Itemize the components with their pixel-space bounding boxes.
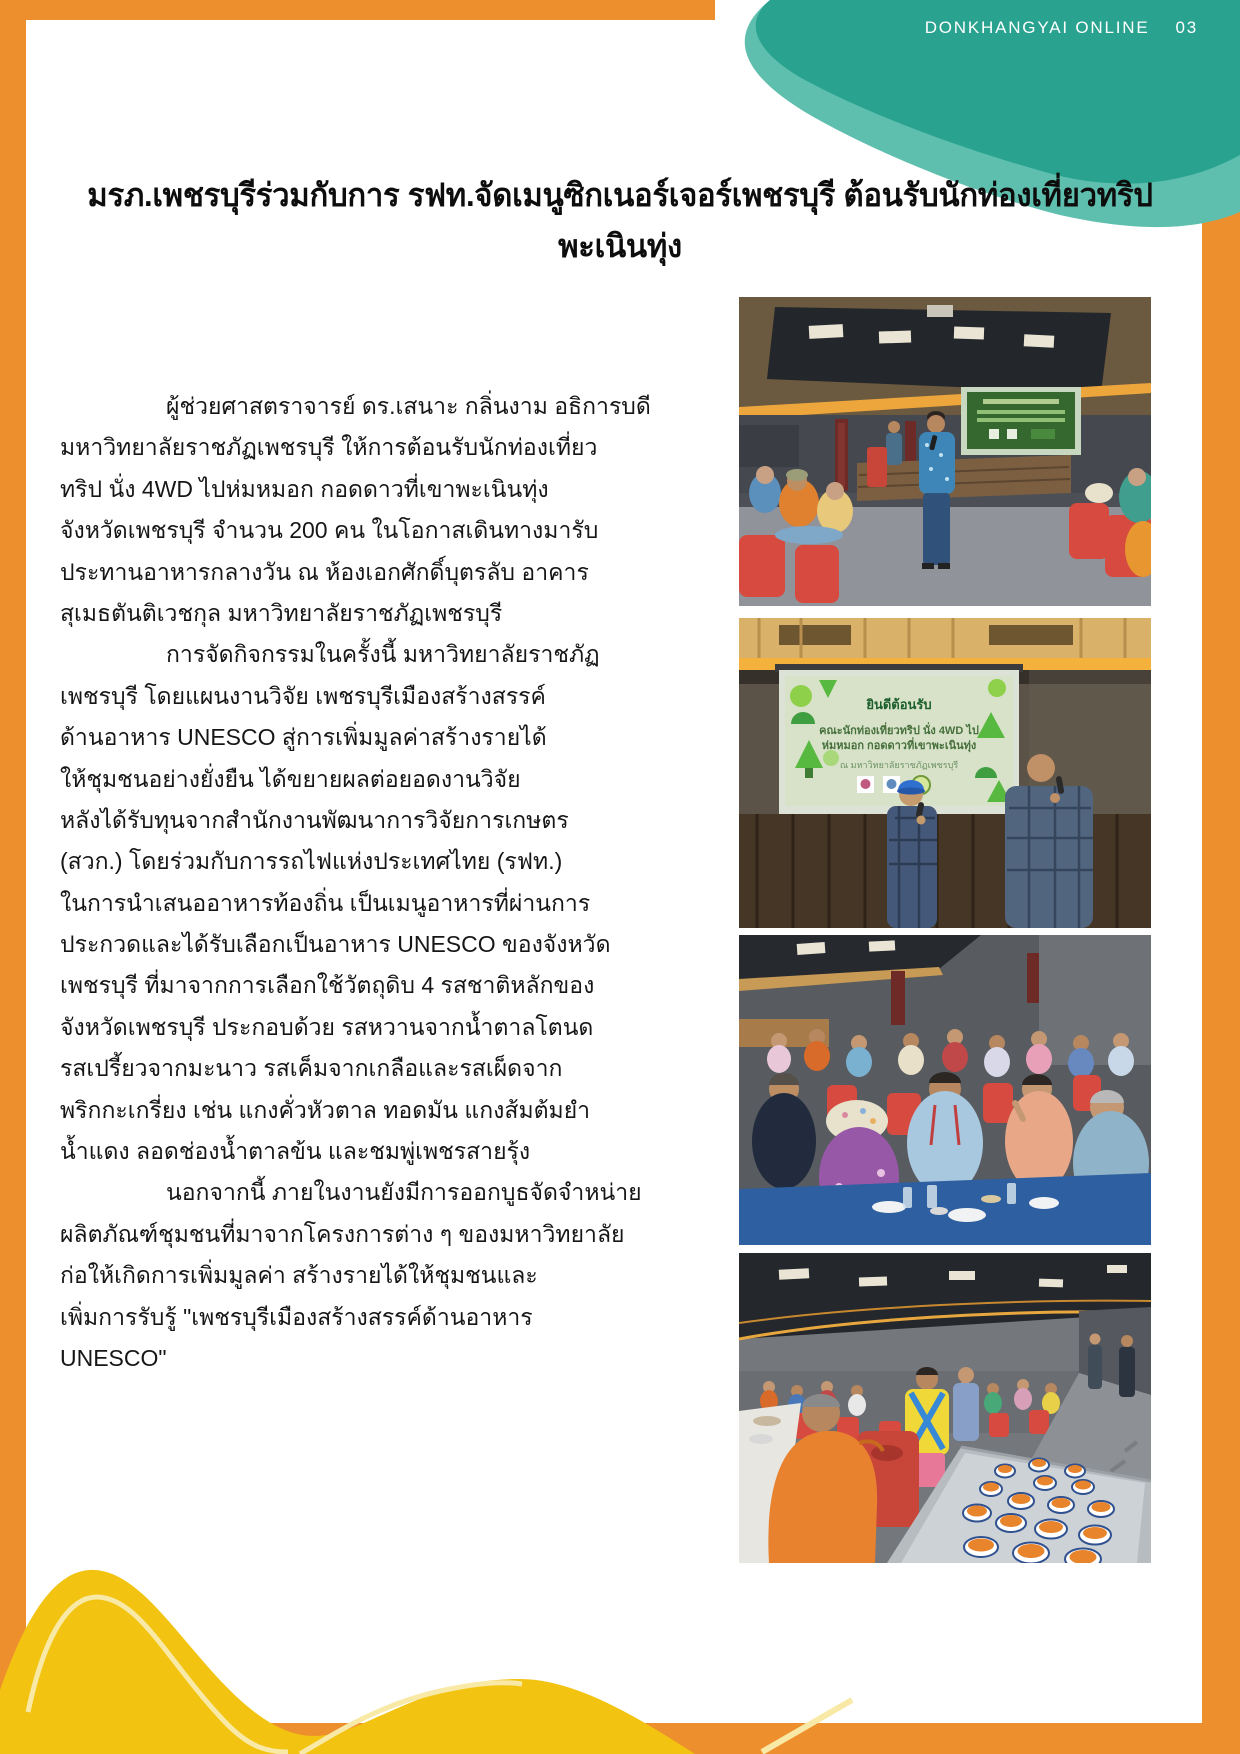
body-line: (สวก.) โดยร่วมกับการรถไฟแห่งประเทศไทย (รฟท.) [60,848,563,875]
brand-text: DONKHANGYAI ONLINE [924,18,1150,37]
photo-3-scene [739,935,1151,1245]
body-line: ให้ชุมชนอย่างยั่งยืน ได้ขยายผลต่อยอดงานวิจัย [60,765,521,792]
body-line: มหาวิทยาลัยราชภัฏเพชรบุรี ให้การต้อนรับนักท่องเที่ยว [60,434,598,461]
body-line: ประทานอาหารกลางวัน ณ ห้องเอกศักดิ์บุตรลับ อาคาร [60,558,589,585]
photo-conference-hall-speaker [739,297,1151,606]
body-line: ก่อให้เกิดการเพิ่มมูลค่า สร้างรายได้ให้ชุมชนและ [60,1262,538,1289]
body-line: พริกกะเกรี่ยง เช่น แกงคั่วหัวตาล ทอดมัน แกงส้มต้มยำ [60,1096,591,1123]
slide-line: คณะนักท่องเที่ยวทริป นั่ง 4WD ไป [819,725,979,737]
body-line: น้ำแดง ลอดช่องน้ำตาลข้น และชมพู่เพชรสายรุ้ง [60,1138,531,1165]
article-title: มรภ.เพชรบุรีร่วมกับการ รฟท.จัดเมนูซิกเนอร์เจอร์เพชรบุรี ต้อนรับนักท่องเที่ยวทริปพะเนินทุ่ง [87,177,1153,264]
body-line: ทริป นั่ง 4WD ไปห่มหมอก กอดดาวที่เขาพะเนินทุ่ง [60,475,549,502]
body-line: เพชรบุรี ที่มาจากการเลือกใช้วัตถุดิบ 4 รสชาติหลักของ [60,972,595,999]
bottom-wave-decoration [0,1400,1240,1754]
masthead [925,18,1198,38]
slide-line: ห่มหมอก กอดดาวที่เขาพะเนินทุ่ง [821,740,977,752]
body-line: หลังได้รับทุนจากสำนักงานพัฒนาการวิจัยการเกษตร [60,806,569,833]
speaker-man [919,411,955,569]
body-line: เพชรบุรี โดยแผนงานวิจัย เพชรบุรีเมืองสร้างสรรค์ [60,682,546,709]
photo-2-scene [739,618,1151,928]
photo-1-scene [739,297,1151,606]
body-line: ในการนำเสนออาหารท้องถิ่น เป็นเมนูอาหารที่ผ่านการ [60,889,591,916]
body-line: เพิ่มการรับรู้ "เพชรบุรีเมืองสร้างสรรค์ด้านอาหาร [60,1303,533,1330]
body-line: จังหวัดเพชรบุรี จำนวน 200 คน ในโอกาสเดินทางมารับ [60,517,599,544]
ceiling [739,297,1151,419]
article-body [60,386,651,1379]
slide-line: ณ มหาวิทยาลัยราชภัฏเพชรบุรี [839,760,959,770]
body-line: สุเมธตันติเวชกุล มหาวิทยาลัยราชภัฏเพชรบุรี [60,599,503,626]
photo-guests-dining [739,935,1151,1245]
photo-welcome-slide-speakers [739,618,1151,928]
body-line: ผู้ช่วยศาสตราจารย์ ดร.เสนาะ กลิ่นงาม อธิการบดี [166,393,651,419]
page-number: 03 [1175,18,1198,37]
body-line: รสเปรี้ยวจากมะนาว รสเค็มจากเกลือและรสเผ็ดจาก [60,1055,563,1082]
projection-screen [961,387,1081,455]
body-line: ประกวดและได้รับเลือกเป็นอาหาร UNESCO ของจังหวัด [60,931,611,958]
body-line: นอกจากนี้ ภายในงานยังมีการออกบูธจัดจำหน่าย [166,1179,642,1206]
body-line: ด้านอาหาร UNESCO สู่การเพิ่มมูลค่าสร้างรายได้ [60,724,547,751]
slide-heading: ยินดีต้อนรับ [866,697,932,712]
frame-top-border [0,0,715,20]
body-line: UNESCO" [60,1344,167,1371]
body-line: ผลิตภัณฑ์ชุมชนที่มาจากโครงการต่าง ๆ ของมหาวิทยาลัย [60,1220,625,1247]
body-line: การจัดกิจกรรมในครั้งนี้ มหาวิทยาลัยราชภัฏ [166,641,600,668]
body-line: จังหวัดเพชรบุรี ประกอบด้วย รสหวานจากน้ำตาลโตนด [60,1013,594,1040]
